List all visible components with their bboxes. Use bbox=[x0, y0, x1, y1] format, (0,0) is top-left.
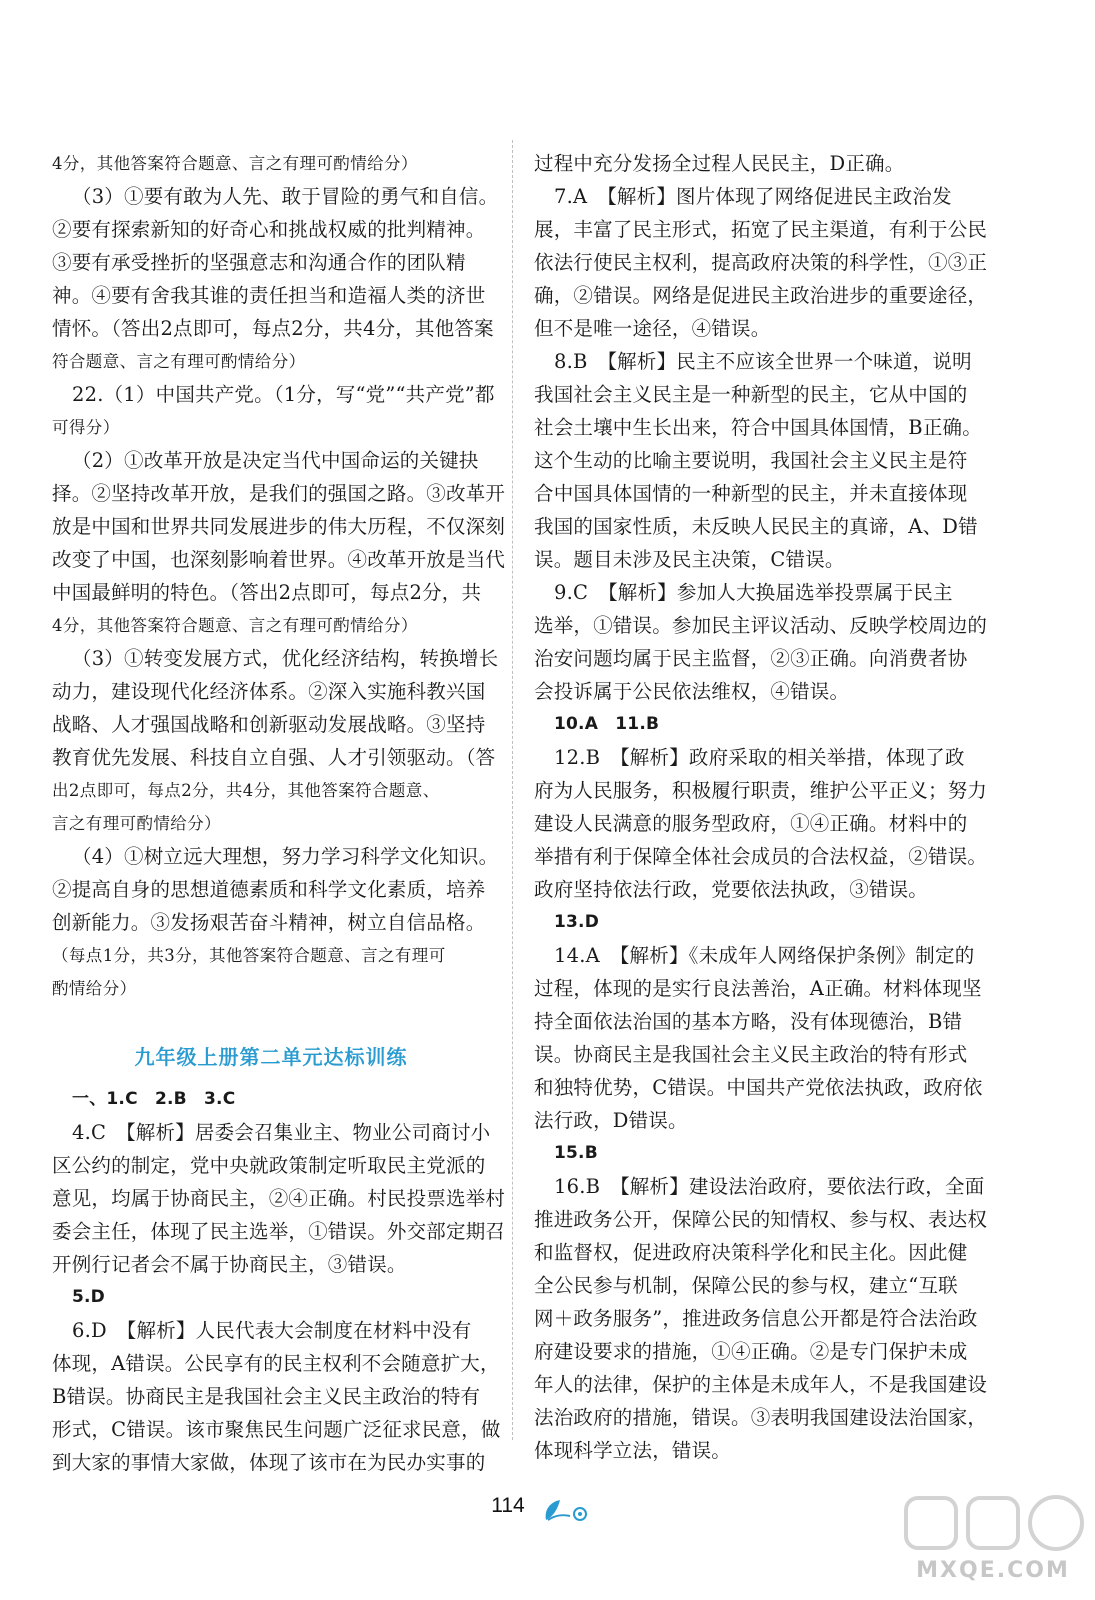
text-line: 酌情给分） bbox=[52, 979, 137, 998]
text-line: 动力，建设现代化经济体系。②深入实施科教兴国 bbox=[52, 680, 486, 703]
leaf-ornament-icon bbox=[540, 1494, 600, 1526]
text-line: 形式，C错误。该市聚焦民生问题广泛征求民意，做 bbox=[52, 1418, 501, 1441]
text-line: 网＋政务服务”，推进政务信息公开都是符合法治政 bbox=[534, 1307, 978, 1330]
question-22-line: 22.（1）中国共产党。（1分，写“党”“共产党”都 bbox=[72, 383, 495, 406]
text-line: 12.B 【解析】政府采取的相关举措，体现了政 bbox=[554, 746, 965, 769]
text-line: B错误。协商民主是我国社会主义民主政治的特有 bbox=[52, 1385, 481, 1408]
text-line: 出2点即可，每点2分，共4分，其他答案符合题意、 bbox=[52, 781, 440, 800]
text-line: 战略、人才强国战略和创新驱动发展战略。③坚持 bbox=[52, 713, 486, 736]
text-line: ②要有探索新知的好奇心和挑战权威的批判精神。 bbox=[52, 218, 486, 241]
text-line: 持全面依法治国的基本方略，没有体现德治，B错 bbox=[534, 1010, 963, 1033]
text-line: 9.C 【解析】参加人大换届选举投票属于民主 bbox=[554, 581, 953, 604]
left-column bbox=[52, 147, 506, 1479]
text-line: 4分，其他答案符合题意、言之有理可酌情给分） bbox=[52, 616, 418, 635]
text-line: 教育优先发展、科技自立自强、人才引领驱动。（答 bbox=[52, 746, 496, 769]
text-line: 过程，体现的是实行良法善治，A正确。材料体现坚 bbox=[534, 977, 982, 1000]
text-line: 符合题意、言之有理可酌情给分） bbox=[52, 352, 306, 371]
text-line: 7.A 【解析】图片体现了网络促进民主政治发 bbox=[554, 185, 952, 208]
text-line: 委会主任，体现了民主选举，①错误。外交部定期召 bbox=[52, 1220, 506, 1243]
text-line: ②提高自身的思想道德素质和科学文化素质，培养 bbox=[52, 878, 486, 901]
text-line: 我国的国家性质，未反映人民民主的真谛，A、D错 bbox=[534, 515, 978, 538]
section-title: 九年级上册第二单元达标训练 bbox=[134, 1045, 408, 1069]
text-line: 推进政务公开，保障公民的知情权、参与权、表达权 bbox=[534, 1208, 988, 1231]
text-line: 到大家的事情大家做，体现了该市在为民办实事的 bbox=[52, 1451, 486, 1474]
page-number: 114 bbox=[491, 1494, 525, 1517]
answers-line: 一、1.C 2.B 3.C bbox=[72, 1089, 236, 1109]
text-line: 府建设要求的措施，①④正确。②是专门保护未成 bbox=[534, 1340, 968, 1363]
text-line: 确，②错误。网络是促进民主政治进步的重要途径， bbox=[534, 284, 988, 307]
text-line: 14.A 【解析】《未成年人网络保护条例》制定的 bbox=[554, 944, 975, 967]
text-line: （每点1分，共3分，其他答案符合题意、言之有理可 bbox=[52, 946, 446, 965]
answer-line: 15.B bbox=[554, 1143, 598, 1163]
right-column bbox=[534, 147, 988, 1467]
text-line: 误。题目未涉及民主决策，C错误。 bbox=[534, 548, 845, 571]
text-line: 情怀。（答出2点即可，每点2分，共4分，其他答案 bbox=[52, 317, 494, 340]
text-line: 意见，均属于协商民主，②④正确。村民投票选举村 bbox=[52, 1187, 506, 1210]
text-line: 展，丰富了民主形式，拓宽了民主渠道，有利于公民 bbox=[534, 218, 988, 241]
text-line: 开例行记者会不属于协商民主，③错误。 bbox=[52, 1253, 407, 1276]
text-line: 改变了中国，也深刻影响着世界。④改革开放是当代 bbox=[52, 548, 506, 571]
text-line: 会投诉属于公民依法维权，④错误。 bbox=[534, 680, 850, 703]
answer-line: 13.D bbox=[554, 912, 600, 932]
text-line: 政府坚持依法行政，党要依法执政，③错误。 bbox=[534, 878, 929, 901]
text-line: 社会土壤中生长出来，符合中国具体国情，B正确。 bbox=[534, 416, 982, 439]
text-line: 依法行使民主权利，提高政府决策的科学性，①③正 bbox=[534, 251, 988, 274]
text-line: 治安问题均属于民主监督，②③正确。向消费者协 bbox=[534, 647, 968, 670]
text-line: 言之有理可酌情给分） bbox=[52, 814, 221, 833]
watermark-logo-icon bbox=[898, 1488, 1088, 1558]
text-line: 年人的法律，保护的主体是未成年人，不是我国建设 bbox=[534, 1373, 988, 1396]
text-line: 神。④要有舍我其谁的责任担当和造福人类的济世 bbox=[52, 284, 486, 307]
text-line: 中国最鲜明的特色。（答出2点即可，每点2分，共 bbox=[52, 581, 482, 604]
text-line: 4分，其他答案符合题意、言之有理可酌情给分） bbox=[52, 154, 418, 173]
text-line: 我国社会主义民主是一种新型的民主，它从中国的 bbox=[534, 383, 968, 406]
text-line: 过程中充分发扬全过程人民民主，D正确。 bbox=[534, 152, 905, 175]
text-line: （4）①树立远大理想，努力学习科学文化知识。 bbox=[72, 845, 499, 868]
text-line: 误。协商民主是我国社会主义民主政治的特有形式 bbox=[534, 1043, 968, 1066]
text-line: 和独特优势，C错误。中国共产党依法执政，政府依 bbox=[534, 1076, 983, 1099]
answers-line: 10.A 11.B bbox=[554, 714, 660, 734]
text-line: 区公约的制定，党中央就政策制定听取民主党派的 bbox=[52, 1154, 486, 1177]
text-line: 8.B 【解析】民主不应该全世界一个味道，说明 bbox=[554, 350, 972, 373]
text-line: （3）①转变发展方式，优化经济结构，转换增长 bbox=[72, 647, 499, 670]
text-line: 举措有利于保障全体社会成员的合法权益，②错误。 bbox=[534, 845, 988, 868]
text-line: 法治政府的措施，错误。③表明我国建设法治国家， bbox=[534, 1406, 988, 1429]
column-divider bbox=[512, 140, 513, 1440]
text-line: （2）①改革开放是决定当代中国命运的关键抉 bbox=[72, 449, 479, 472]
text-line: 合中国具体国情的一种新型的民主，并未直接体现 bbox=[534, 482, 968, 505]
text-line: 选举，①错误。参加民主评议活动、反映学校周边的 bbox=[534, 614, 988, 637]
text-line: 这个生动的比喻主要说明，我国社会主义民主是符 bbox=[534, 449, 968, 472]
text-line: 放是中国和世界共同发展进步的伟大历程，不仅深刻 bbox=[52, 515, 506, 538]
text-line: 体现科学立法，错误。 bbox=[534, 1439, 732, 1462]
text-line: 16.B 【解析】建设法治政府，要依法行政，全面 bbox=[554, 1175, 985, 1198]
text-line: 体现，A错误。公民享有的民主权利不会随意扩大， bbox=[52, 1352, 500, 1375]
text-line: 全公民参与机制，保障公民的参与权，建立“互联 bbox=[534, 1274, 958, 1297]
spacer bbox=[52, 1005, 490, 1031]
answer-line: 5.D bbox=[72, 1287, 105, 1307]
text-line: 建设人民满意的服务型政府，①④正确。材料中的 bbox=[534, 812, 968, 835]
text-line: （3）①要有敢为人先、敢于冒险的勇气和自信。 bbox=[72, 185, 499, 208]
watermark-text: MXQE.COM bbox=[916, 1558, 1070, 1583]
text-line: 和监督权，促进政府决策科学化和民主化。因此健 bbox=[534, 1241, 968, 1264]
text-line: 择。②坚持改革开放，是我们的强国之路。③改革开 bbox=[52, 482, 506, 505]
text-line: 4.C 【解析】居委会召集业主、物业公司商讨小 bbox=[72, 1121, 491, 1144]
text-line: 创新能力。③发扬艰苦奋斗精神，树立自信品格。 bbox=[52, 911, 486, 934]
text-line: 6.D 【解析】人民代表大会制度在材料中没有 bbox=[72, 1319, 472, 1342]
watermark bbox=[898, 1488, 1088, 1593]
text-line: 可得分） bbox=[52, 418, 120, 437]
text-line: 府为人民服务，积极履行职责，维护公平正义；努力 bbox=[534, 779, 988, 802]
text-line: ③要有承受挫折的坚强意志和沟通合作的团队精 bbox=[52, 251, 466, 274]
text-line: 法行政，D错误。 bbox=[534, 1109, 688, 1132]
text-line: 但不是唯一途径，④错误。 bbox=[534, 317, 771, 340]
